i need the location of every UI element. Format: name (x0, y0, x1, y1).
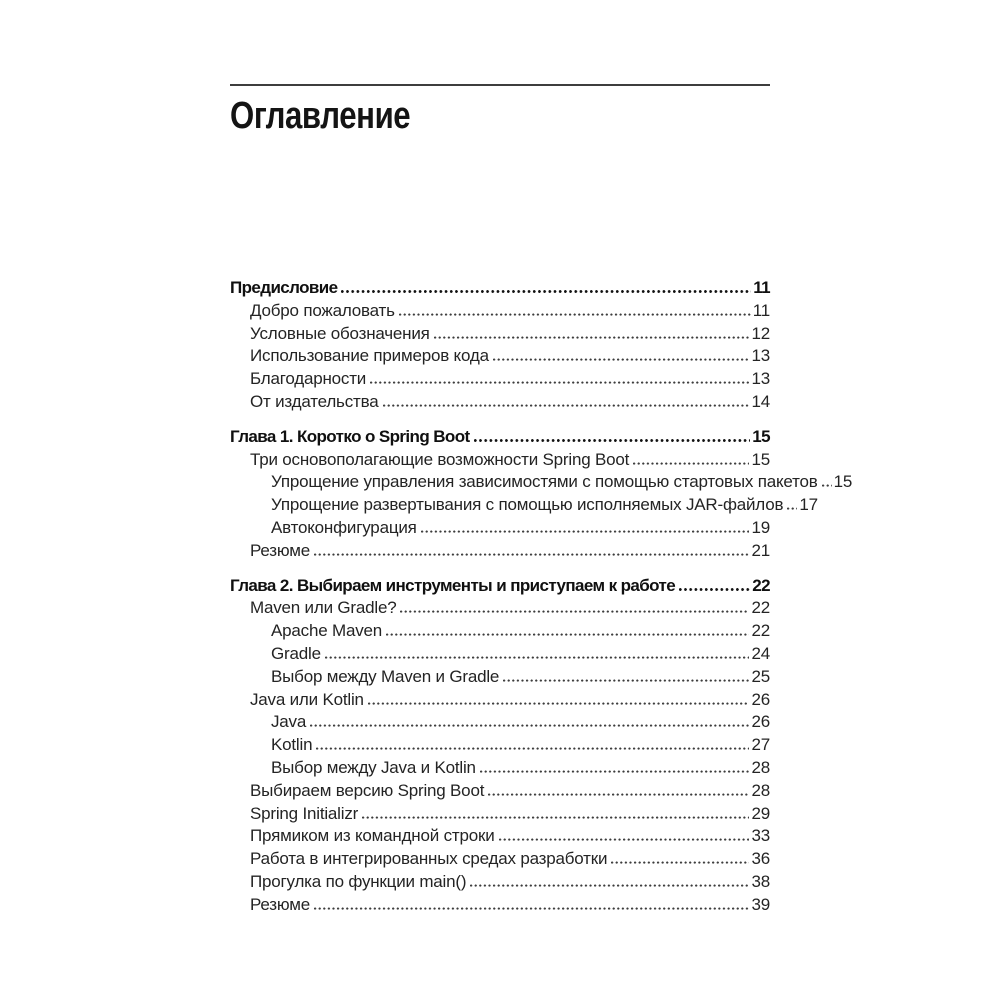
dot-leader (434, 336, 750, 339)
toc-entry (230, 666, 770, 689)
toc-entry (230, 848, 770, 871)
toc-entry-label: Три основополагающие возможности Spring Boot (250, 449, 630, 469)
toc-entry-label: Резюме (250, 894, 310, 914)
toc-entry-label: Выбор между Maven и Gradle (271, 666, 500, 686)
toc-entry (230, 540, 770, 563)
dot-leader (368, 702, 750, 705)
toc-entry (230, 277, 770, 300)
toc-section (230, 277, 770, 414)
toc-entry (230, 711, 770, 734)
toc-entry-label: Gradle (271, 643, 321, 663)
toc-section (230, 575, 770, 917)
toc-entry (230, 757, 770, 780)
toc-entry-label: Выбираем версию Spring Boot (250, 780, 485, 800)
dot-leader (400, 610, 749, 613)
toc-entry-page: 13 (751, 346, 770, 366)
toc-entry-label: Прямиком из командной строки (250, 826, 495, 846)
toc-entry-label: Упрощение развертывания с помощью исполняемых JAR-файлов (271, 495, 784, 515)
toc-entry-page: 25 (751, 666, 770, 686)
dot-leader (503, 679, 749, 682)
toc-entry-label: Глава 1. Коротко о Spring Boot (230, 426, 470, 446)
toc-entry-page: 22 (752, 575, 770, 595)
toc-entry-page: 39 (751, 894, 770, 914)
toc-entry (230, 575, 770, 598)
dot-leader (421, 530, 750, 533)
toc-entry (230, 345, 770, 368)
toc-entry (230, 300, 770, 323)
toc-entry-label: Работа в интегрированных средах разработки (250, 849, 608, 869)
toc-entry (230, 517, 770, 540)
dot-leader (480, 770, 750, 773)
toc-entry-page: 12 (751, 323, 770, 343)
toc-entry (230, 643, 770, 666)
toc-entry (230, 368, 770, 391)
dot-leader (474, 439, 751, 442)
toc-entry (230, 894, 770, 917)
dot-leader (314, 553, 750, 556)
toc-entry (230, 803, 770, 826)
toc-entry-page: 15 (751, 449, 770, 469)
toc-entry (230, 391, 770, 414)
toc-entry-page: 28 (751, 757, 770, 777)
toc-entry-page: 38 (751, 871, 770, 891)
toc-entry (230, 734, 770, 757)
dot-leader (370, 381, 749, 384)
toc-entry (230, 449, 770, 472)
toc-entry-label: Предисловие (230, 278, 338, 297)
toc-entry-label: Прогулка по функции main() (250, 871, 467, 891)
dot-leader (386, 633, 749, 636)
toc-entry-label: Использование примеров кода (250, 346, 489, 366)
toc-entry (230, 620, 770, 643)
toc-entry-page: 26 (751, 712, 770, 732)
toc-section (230, 426, 853, 563)
dot-leader (325, 656, 750, 659)
toc-entry-page: 11 (752, 300, 770, 320)
toc-entry-label: Maven или Gradle? (250, 598, 397, 618)
toc-entry-page: 11 (753, 278, 770, 297)
toc-entry-page: 15 (752, 426, 770, 446)
toc-entry (230, 871, 770, 894)
toc-list (230, 277, 853, 917)
dot-leader (488, 793, 749, 796)
toc-entry (230, 780, 770, 803)
toc-entry (230, 426, 770, 449)
toc-entry (230, 494, 818, 517)
toc-entry-label: Резюме (250, 540, 310, 560)
toc-entry-label: Добро пожаловать (250, 300, 395, 320)
toc-entry-page: 33 (751, 826, 770, 846)
dot-leader (314, 907, 750, 910)
top-rule (230, 84, 770, 86)
toc-entry-page: 15 (833, 472, 853, 492)
toc-entry-page: 36 (751, 849, 770, 869)
toc-entry-label: Java (271, 712, 307, 732)
toc-entry-label: Глава 2. Выбираем инструменты и приступаем к работе (230, 575, 676, 595)
toc-entry-page: 19 (751, 517, 770, 537)
toc-entry (230, 323, 770, 346)
toc-entry-label: Spring Initializr (250, 803, 359, 823)
toc-entry-page: 13 (751, 369, 770, 389)
dot-leader (470, 884, 749, 887)
page-title: Оглавление (230, 95, 411, 137)
toc-entry-label: Автоконфигурация (271, 517, 417, 537)
toc-entry-label: Java или Kotlin (250, 689, 364, 709)
dot-leader (822, 484, 832, 487)
dot-leader (310, 724, 749, 727)
toc-entry-label: Упрощение управления зависимостями с помощью стартовых пакетов (271, 472, 818, 492)
toc-entry-page: 29 (751, 803, 770, 823)
toc-entry (230, 597, 770, 620)
dot-leader (341, 290, 751, 293)
toc-entry-page: 26 (751, 689, 770, 709)
dot-leader (316, 747, 749, 750)
book-page (230, 0, 853, 917)
dot-leader (399, 313, 751, 316)
toc-entry-label: Благодарности (250, 369, 367, 389)
dot-leader (362, 816, 749, 819)
toc-entry (230, 471, 853, 494)
dot-leader (493, 358, 750, 361)
dot-leader (383, 404, 750, 407)
dot-leader (611, 861, 749, 864)
dot-leader (679, 588, 750, 591)
toc-entry (230, 689, 770, 712)
toc-entry-label: Kotlin (271, 735, 313, 755)
dot-leader (787, 507, 797, 510)
toc-entry-page: 17 (799, 495, 818, 515)
toc-entry-label: Выбор между Java и Kotlin (271, 757, 476, 777)
toc-entry-label: От издательства (250, 391, 379, 411)
toc-entry (230, 825, 770, 848)
dot-leader (499, 838, 750, 841)
toc-entry-page: 22 (751, 598, 770, 618)
toc-entry-page: 27 (751, 735, 770, 755)
toc-entry-page: 14 (751, 391, 770, 411)
toc-entry-page: 24 (751, 643, 770, 663)
toc-entry-page: 21 (751, 540, 770, 560)
toc-entry-page: 28 (751, 780, 770, 800)
dot-leader (633, 462, 749, 465)
toc-entry-label: Условные обозначения (250, 323, 430, 343)
toc-entry-label: Apache Maven (271, 621, 383, 641)
toc-entry-page: 22 (751, 621, 770, 641)
